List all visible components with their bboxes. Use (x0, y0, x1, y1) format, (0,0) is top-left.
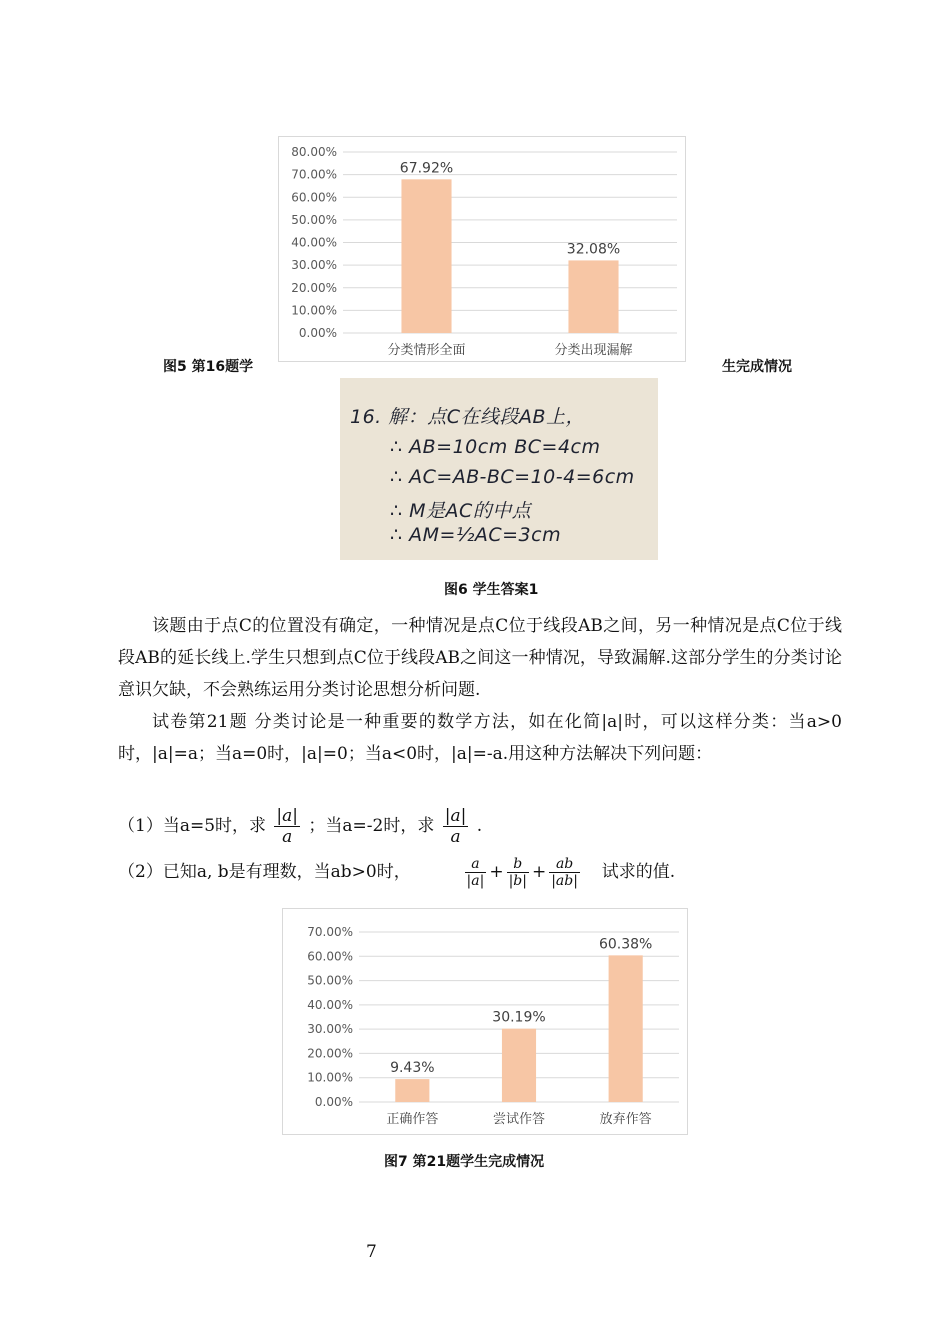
question-1-mid: ；当a=-2时，求 (308, 816, 435, 836)
y-tick-label: 50.00% (307, 973, 353, 988)
paragraph-2-cases-text: 当a>0时，|a|=a；当a=0时，|a|=0；当a<0时，|a|=-a.用这种方法解决下列问题： (118, 712, 842, 764)
paragraph-2 (118, 706, 842, 770)
question-1: （1）当a=5时，求 $\frac{|a|}{a}$ ；当a=-2时，求 $\frac{|a|}{a}$ . (118, 806, 483, 847)
handwriting-line-2: ∴ AB=10cm BC=4cm (390, 436, 601, 458)
data-label: 60.38% (598, 936, 653, 953)
y-tick-label: 80.00% (291, 145, 337, 159)
y-tick-label: 40.00% (307, 997, 353, 1012)
x-tick-label: 尝试作答 (492, 1112, 546, 1127)
figure7-caption: 图7 第21题学生完成情况 (384, 1154, 545, 1170)
data-label: 30.19% (492, 1009, 546, 1026)
x-tick-label: 分类情形全面 (387, 343, 466, 358)
y-tick-label: 10.00% (291, 303, 337, 318)
x-tick-label: 分类出现漏解 (554, 343, 633, 358)
x-tick-label: 正确作答 (386, 1112, 439, 1127)
question-1-prefix: （1）当a=5时，求 (118, 816, 267, 836)
figure5-chart-svg (279, 137, 685, 361)
y-tick-label: 40.00% (291, 235, 337, 250)
data-label: 32.08% (566, 241, 621, 258)
student-answer-photo (340, 378, 658, 560)
y-tick-label: 10.00% (307, 1070, 353, 1085)
y-tick-label: 30.00% (307, 1022, 353, 1037)
fraction-ab-over-abs-ab: $\frac{ab}{|ab|}$ (551, 856, 578, 889)
y-tick-label: 0.00% (298, 326, 337, 340)
bar-0 (401, 179, 451, 333)
bar-2 (609, 955, 643, 1102)
handwriting-line-4: ∴ M是AC的中点 (390, 500, 532, 522)
question-2-prefix: （2）已知a, b是有理数，当ab>0时， (118, 862, 411, 882)
y-tick-label: 50.00% (291, 212, 337, 227)
handwriting-line-3: ∴ AC=AB-BC=10-4=6cm (390, 466, 635, 488)
question-2-suffix: 试求的值. (601, 862, 676, 882)
y-tick-label: 60.00% (307, 949, 353, 964)
figure5-caption-right: 生完成情况 (722, 359, 792, 375)
fraction-a-over-abs-a: $\frac{a}{|a|}$ (466, 856, 485, 889)
y-tick-label: 70.00% (291, 167, 337, 182)
paragraph-2-intro (118, 706, 842, 770)
fraction-abs-a-over-a-2: $\frac{|a|}{a}$ (444, 806, 467, 847)
paragraph-1 (118, 610, 842, 706)
bar-1 (502, 1029, 536, 1102)
y-tick-label: 20.00% (307, 1046, 353, 1061)
bar-1 (568, 260, 618, 333)
page-number: 7 (366, 1242, 377, 1262)
fraction-b-over-abs-b: $\frac{b}{|b|}$ (508, 856, 527, 889)
figure7-chart (282, 908, 688, 1135)
paragraph-1-text: 该题由于点C的位置没有确定，一种情况是点C位于线段AB之间，另一种情况是点C位于线段AB的延长线上.学生只想到点C位于线段AB之间这一种情况，导致漏解.这部分学生的分类讨论意识欠缺，不会熟练运用分类讨论思想分析问题. (118, 616, 842, 700)
x-tick-label: 放弃作答 (599, 1112, 652, 1127)
figure7-chart-svg (283, 909, 687, 1134)
paragraph-2-intro-text: 试卷第21题 分类讨论是一种重要的数学方法，如在化简|a|时，可以这样分类： (152, 712, 789, 732)
figure5-caption-left: 图5 第16题学 (163, 359, 254, 375)
y-tick-label: 20.00% (291, 280, 337, 295)
y-tick-label: 60.00% (291, 190, 337, 205)
question-2: （2）已知a, b是有理数，当ab>0时， $\frac{a}{|a|}$ + $\frac{b}{|b|}$ + $\frac{ab}{|ab|}$ 试求的值. (118, 856, 676, 889)
figure6-caption: 图6 学生答案1 (444, 582, 539, 598)
bar-0 (395, 1079, 429, 1102)
data-label: 67.92% (399, 160, 454, 177)
y-tick-label: 30.00% (291, 258, 337, 273)
handwriting-line-5: ∴ AM=½AC=3cm (390, 524, 562, 546)
data-label: 9.43% (390, 1060, 435, 1077)
handwriting-line-1: 16. 解：点C在线段AB上， (350, 406, 586, 428)
figure5-chart (278, 136, 686, 362)
y-tick-label: 70.00% (307, 925, 353, 939)
fraction-abs-a-over-a: $\frac{|a|}{a}$ (276, 806, 299, 847)
y-tick-label: 0.00% (314, 1095, 353, 1109)
